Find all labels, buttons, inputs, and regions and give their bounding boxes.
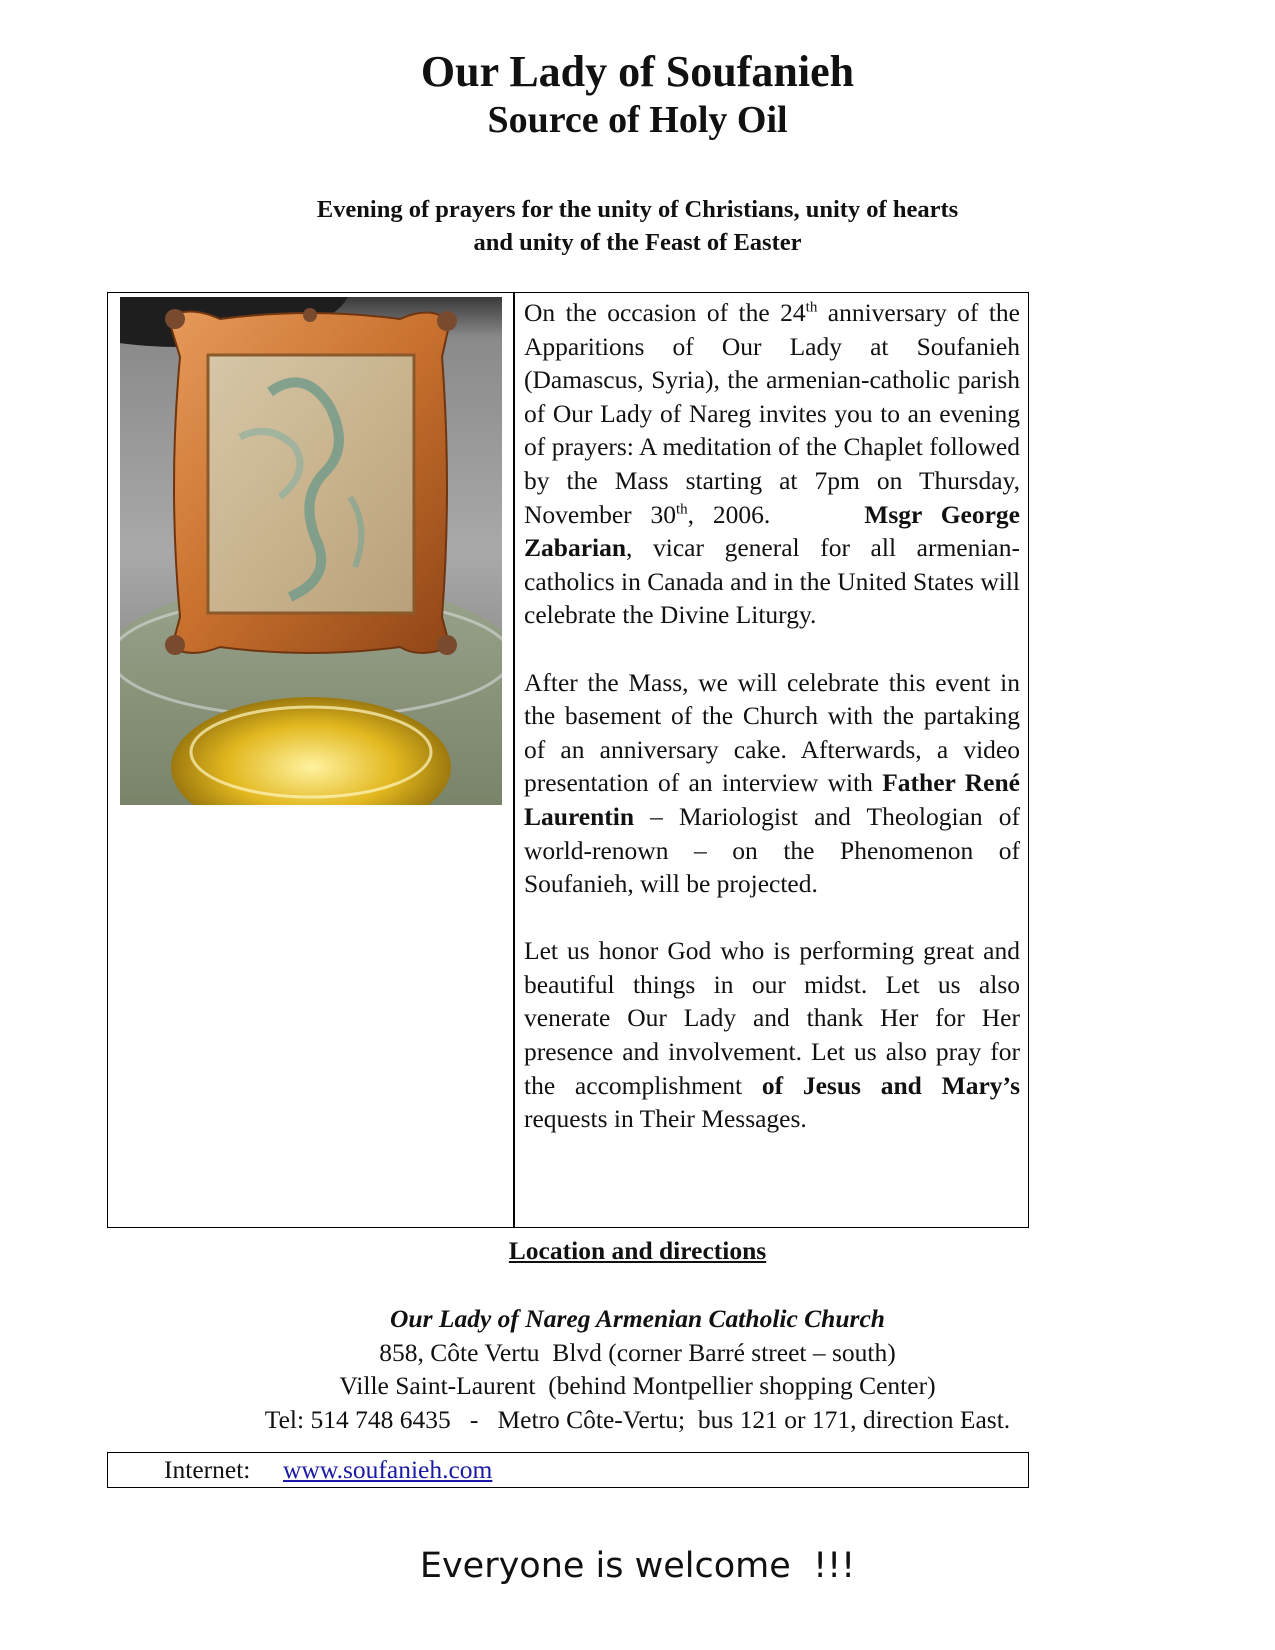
tagline-line-2: and unity of the Feast of Easter <box>473 229 802 256</box>
paragraph-honor-god: Let us honor God who is performing great and beautiful things in our midst. Let us also venerate Our Lady and thank Her for Her presence and involvement. Let us also pray for the accomplishment of Jesus and Mary’s requests in Their Messages. <box>524 936 1020 1134</box>
street-address: 858, Côte Vertu Blvd (corner Barré street – south) <box>379 1338 896 1367</box>
page-title: Our Lady of Soufanieh <box>420 47 855 96</box>
paragraph-occasion: On the occasion of the 24th anniversary of the Apparitions of Our Lady at Soufanieh (Damascus, Syria), the armenian-catholic parish of Our Lady of Nareg invites you to an evening of prayers: A meditation of the Chaplet followed by the Mass starting at 7pm on Thursday, November 30th, 2006. Msgr George Zabarian, vicar general for all armenian-catholics in Canada and in the United States will celebrate the Divine Liturgy. <box>524 298 1021 630</box>
location-heading: Location and directions <box>508 1236 767 1265</box>
page-subtitle: Source of Holy Oil <box>487 99 788 141</box>
internet-box <box>107 1452 1029 1488</box>
internet-label: Internet: <box>164 1455 251 1484</box>
paragraph-after-mass: After the Mass, we will celebrate this event in the basement of the Church with the partaking of an anniversary cake. Afterwards, a video presentation of an interview with Father René Laurentin – Mariologist and Theologian of world-renown – on the Phenomenon of Soufanieh, will be projected. <box>524 667 1020 899</box>
city-address: Ville Saint-Laurent (behind Montpellier shopping Center) <box>339 1371 936 1400</box>
website-link[interactable]: www.soufanieh.com <box>283 1455 493 1484</box>
welcome-message: Everyone is welcome !!! <box>419 1546 856 1586</box>
telephone-directions: Tel: 514 748 6435 - Metro Côte-Vertu; bus 121 or 171, direction East. <box>264 1405 1011 1434</box>
tagline-line-1: Evening of prayers for the unity of Christians, unity of hearts <box>316 196 959 223</box>
column-divider <box>513 293 515 1227</box>
info-table <box>107 292 1029 1228</box>
church-name: Our Lady of Nareg Armenian Catholic Church <box>390 1304 885 1333</box>
icon-in-frame-photo <box>120 297 502 805</box>
announcement-text <box>524 296 1020 1136</box>
